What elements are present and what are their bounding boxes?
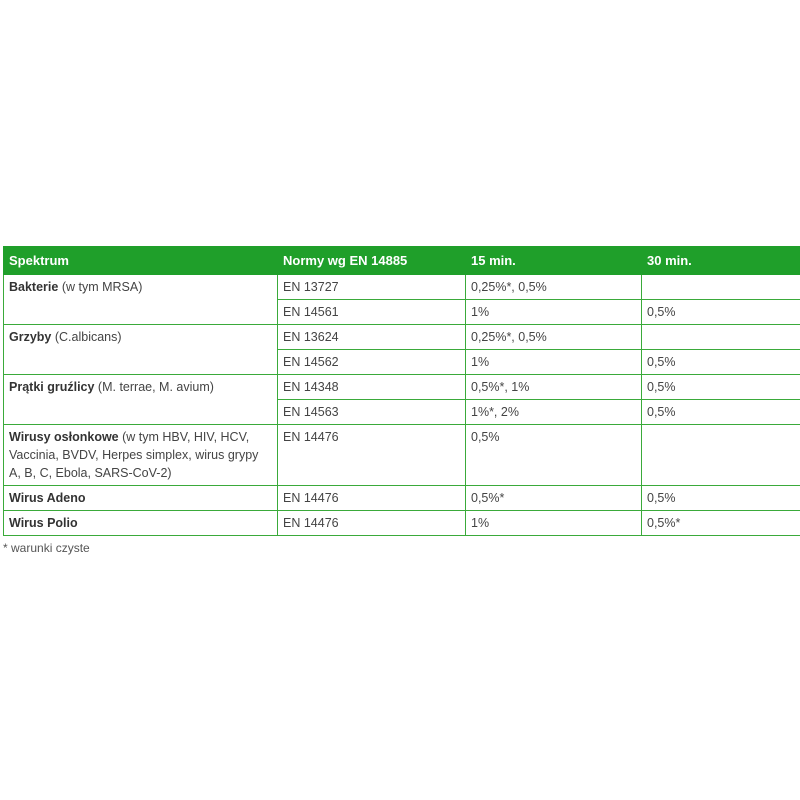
spectrum-cell — [4, 375, 278, 425]
t30-cell: 0,5% — [642, 350, 800, 375]
t15-cell: 1% — [466, 511, 642, 536]
spectrum-name: Prątki gruźlicy — [9, 380, 95, 394]
t30-cell — [642, 425, 800, 486]
table-header-row — [4, 247, 800, 275]
spectrum-detail: (C.albicans) — [51, 330, 122, 344]
t15-cell: 1% — [466, 350, 642, 375]
footnote: * warunki czyste — [3, 541, 90, 555]
t15-cell: 1% — [466, 300, 642, 325]
spectrum-cell — [4, 486, 278, 511]
header-15-min: 15 min. — [466, 247, 642, 275]
table-row — [4, 325, 800, 350]
header-30-min: 30 min. — [642, 247, 800, 275]
table-row — [4, 375, 800, 400]
norm-cell: EN 14476 — [278, 486, 466, 511]
norm-cell: EN 13727 — [278, 274, 466, 300]
spectrum-cell — [4, 274, 278, 325]
spectrum-name: Grzyby — [9, 330, 52, 344]
spectrum-name: Wirusy osłonkowe — [9, 430, 119, 444]
table-row — [4, 511, 800, 536]
norm-cell: EN 14562 — [278, 350, 466, 375]
t15-cell: 0,5%*, 1% — [466, 375, 642, 400]
t15-cell: 1%*, 2% — [466, 400, 642, 425]
t30-cell: 0,5% — [642, 300, 800, 325]
t30-cell: 0,5% — [642, 375, 800, 400]
spectrum-cell — [4, 425, 278, 486]
t30-cell: 0,5% — [642, 486, 800, 511]
norm-cell: EN 14563 — [278, 400, 466, 425]
t15-cell: 0,5%* — [466, 486, 642, 511]
table-row — [4, 486, 800, 511]
spectrum-table-container — [3, 246, 800, 536]
norm-cell: EN 14561 — [278, 300, 466, 325]
spectrum-name: Wirus Adeno — [9, 491, 86, 505]
header-normy: Normy wg EN 14885 — [278, 247, 466, 275]
norm-cell: EN 14476 — [278, 511, 466, 536]
t15-cell: 0,5% — [466, 425, 642, 486]
norm-cell: EN 14348 — [278, 375, 466, 400]
spectrum-detail: (M. terrae, M. avium) — [94, 380, 214, 394]
t30-cell — [642, 325, 800, 350]
header-spektrum: Spektrum — [4, 247, 278, 275]
spectrum-table — [3, 246, 800, 536]
spectrum-detail: (w tym HBV, HIV, HCV, Vaccinia, BVDV, Herpes simplex, wirus grypy A, B, C, Ebola, SARS-CoV-2) — [9, 430, 259, 480]
t15-cell: 0,25%*, 0,5% — [466, 325, 642, 350]
table-row — [4, 274, 800, 300]
t30-cell: 0,5%* — [642, 511, 800, 536]
spectrum-detail: (w tym MRSA) — [58, 280, 143, 294]
spectrum-cell — [4, 511, 278, 536]
t30-cell: 0,5% — [642, 400, 800, 425]
t15-cell: 0,25%*, 0,5% — [466, 274, 642, 300]
spectrum-name: Bakterie — [9, 280, 59, 294]
spectrum-cell — [4, 325, 278, 375]
norm-cell: EN 13624 — [278, 325, 466, 350]
spectrum-name: Wirus Polio — [9, 516, 78, 530]
table-row — [4, 425, 800, 486]
t30-cell — [642, 274, 800, 300]
norm-cell: EN 14476 — [278, 425, 466, 486]
